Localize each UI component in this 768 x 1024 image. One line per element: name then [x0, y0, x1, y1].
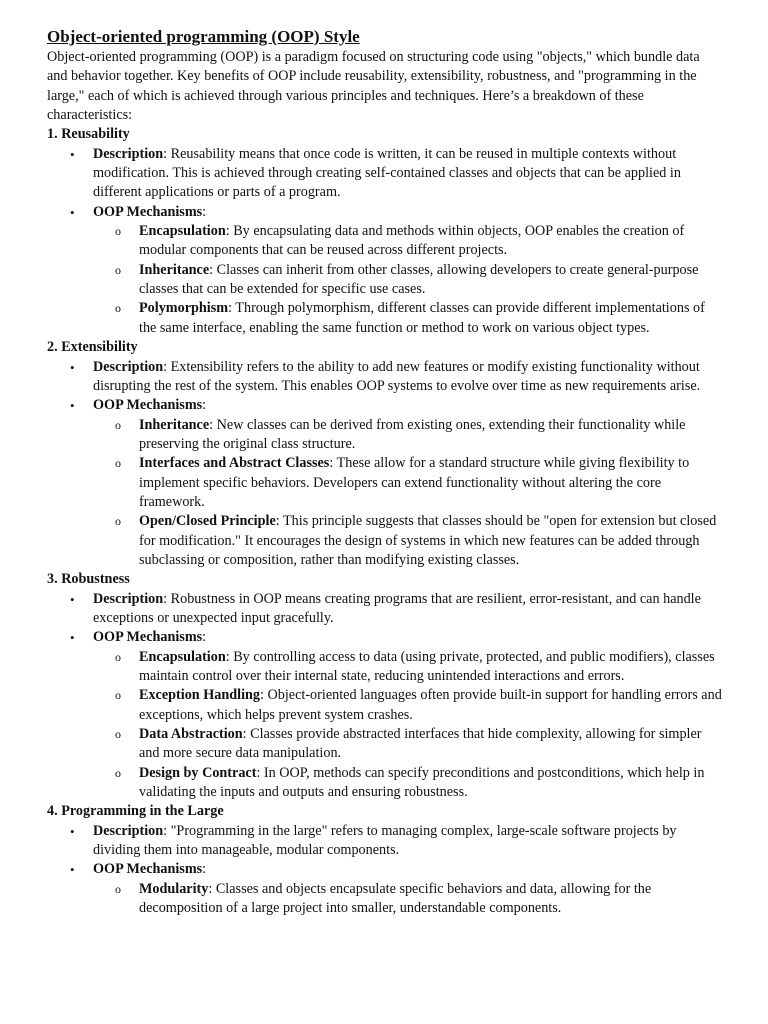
- description-label: Description: [93, 590, 164, 607]
- description-text: : Extensibility refers to the ability to add new features or modify existing functionality without disrupting the rest of the system. This enables OOP systems to evolve over time as new requirements arise.: [93, 358, 701, 394]
- description-label: Description: [93, 358, 164, 375]
- mechanism-item: [115, 686, 722, 725]
- circle-bullet-icon: o: [115, 649, 121, 664]
- bullet-icon: •: [70, 359, 75, 375]
- mechanism-text: : In OOP, methods can specify preconditions and postconditions, which help in validating the inputs and outputs and ensuring robustness.: [139, 764, 705, 801]
- mechanism-term: Design by Contract: [139, 764, 257, 781]
- description-text: : Reusability means that once code is written, it can be reused in multiple contexts without modification. This is achieved through creating self-contained classes and objects that can be applied in different applications or parts of a program.: [93, 145, 681, 201]
- sections-container: [47, 125, 722, 918]
- section-heading: 3. Robustness: [47, 571, 130, 588]
- section-heading: 1. Reusability: [47, 126, 130, 143]
- mechanism-term: Exception Handling: [139, 687, 261, 704]
- mechanisms-item: [70, 628, 722, 802]
- mechanism-item: [115, 880, 722, 919]
- section-bullet-list: [47, 145, 722, 338]
- mechanisms-colon: :: [202, 629, 207, 646]
- description-text: : "Programming in the large" refers to managing complex, large-scale software projects by dividing them into manageable, modular components.: [93, 822, 677, 859]
- intro-paragraph: Object-oriented programming (OOP) is a paradigm focused on structuring code using "objects," which bundle data and behavior together. Key benefits of OOP include reusability, extensibility, robustness, and "programming in the large," each of which is achieved through various principles and techniques. Here’s a breakdown of these characteristics:: [47, 49, 700, 124]
- bullet-icon: •: [70, 398, 75, 414]
- mechanisms-label: OOP Mechanisms: [93, 397, 203, 414]
- section-bullet-list: [47, 590, 722, 803]
- section-heading: 2. Extensibility: [47, 339, 138, 356]
- circle-bullet-icon: o: [115, 514, 121, 529]
- mechanism-text: : New classes can be derived from existing ones, extending their functionality while preserving the original class structure.: [139, 416, 686, 452]
- mechanism-term: Interfaces and Abstract Classes: [139, 455, 330, 472]
- mechanism-item: [115, 725, 722, 764]
- mechanism-text: : Classes and objects encapsulate specific behaviors and data, allowing for the decomposition of a large project into smaller, understandable components.: [139, 880, 652, 917]
- mechanism-item: [115, 512, 722, 570]
- circle-bullet-icon: o: [115, 727, 121, 742]
- mechanism-list: [93, 880, 722, 919]
- mechanism-text: : Classes can inherit from other classes, allowing developers to create general-purpose classes that can be extended for specific use cases.: [139, 261, 699, 298]
- bullet-icon: •: [70, 823, 75, 839]
- bullet-icon: •: [70, 204, 75, 220]
- mechanism-term: Data Abstraction: [139, 726, 243, 743]
- mechanisms-label: OOP Mechanisms: [93, 629, 203, 646]
- bullet-icon: •: [70, 146, 75, 162]
- section-bullet-list: [47, 822, 722, 919]
- mechanism-term: Open/Closed Principle: [139, 513, 276, 530]
- mechanisms-item: [70, 396, 722, 570]
- document-title: Object-oriented programming (OOP) Style: [47, 27, 360, 46]
- mechanism-term: Encapsulation: [139, 648, 226, 665]
- mechanism-text: : By encapsulating data and methods within objects, OOP enables the creation of modular components that can be reused across different projects.: [139, 223, 685, 259]
- mechanism-text: : This principle suggests that classes should be "open for extension but closed for modification." It encourages the design of systems in which new features can be added through subclassing or composition, rather than modifying existing classes.: [139, 513, 717, 568]
- bullet-icon: •: [70, 591, 75, 607]
- circle-bullet-icon: o: [115, 456, 121, 471]
- mechanism-item: [115, 764, 722, 803]
- description-text: : Robustness in OOP means creating programs that are resilient, error-resistant, and can handle exceptions or unexpected input gracefully.: [93, 590, 701, 626]
- section-heading: 4. Programming in the Large: [47, 803, 224, 820]
- mechanism-item: [115, 299, 722, 338]
- mechanism-item: [115, 454, 722, 512]
- mechanism-term: Inheritance: [139, 416, 210, 433]
- mechanism-term: Polymorphism: [139, 300, 229, 317]
- circle-bullet-icon: o: [115, 765, 121, 780]
- circle-bullet-icon: o: [115, 262, 121, 277]
- mechanism-text: : Classes provide abstracted interfaces that hide complexity, allowing for simpler and more secure data manipulation.: [139, 726, 702, 762]
- mechanism-list: [93, 416, 722, 571]
- mechanism-text: : Object-oriented languages often provide built-in support for handling errors and exceptions, which helps prevent system crashes.: [139, 687, 722, 723]
- mechanism-list: [93, 648, 722, 803]
- mechanisms-colon: :: [202, 397, 207, 414]
- circle-bullet-icon: o: [115, 881, 121, 896]
- mechanism-text: : By controlling access to data (using private, protected, and public modifiers), classes maintain control over their internal state, reducing unintended interactions and errors.: [139, 648, 715, 684]
- bullet-icon: •: [70, 862, 75, 878]
- mechanism-term: Inheritance: [139, 261, 210, 278]
- mechanism-text: : Through polymorphism, different classes can provide different implementations of the same interface, enabling the same function or method to work on various object types.: [139, 300, 705, 336]
- circle-bullet-icon: o: [115, 301, 121, 316]
- description-label: Description: [93, 822, 164, 839]
- mechanisms-label: OOP Mechanisms: [93, 861, 203, 878]
- mechanisms-label: OOP Mechanisms: [93, 203, 203, 220]
- mechanism-item: [115, 261, 722, 300]
- description-item: [70, 358, 722, 397]
- mechanisms-item: [70, 203, 722, 338]
- mechanism-list: [93, 222, 722, 338]
- bullet-icon: •: [70, 630, 75, 646]
- mechanisms-colon: :: [202, 203, 207, 220]
- mechanisms-item: [70, 860, 722, 918]
- mechanism-item: [115, 222, 722, 261]
- circle-bullet-icon: o: [115, 417, 121, 432]
- mechanism-item: [115, 648, 722, 687]
- mechanism-text: : These allow for a standard structure while giving flexibility to implement specific behaviors. Developers can extend functionality without altering the core framework.: [139, 455, 690, 510]
- description-label: Description: [93, 145, 164, 162]
- circle-bullet-icon: o: [115, 224, 121, 239]
- description-item: [70, 145, 722, 203]
- section-bullet-list: [47, 358, 722, 571]
- description-item: [70, 822, 722, 861]
- mechanism-term: Encapsulation: [139, 223, 226, 240]
- mechanisms-colon: :: [202, 861, 207, 878]
- mechanism-term: Modularity: [139, 880, 209, 897]
- description-item: [70, 590, 722, 629]
- circle-bullet-icon: o: [115, 688, 121, 703]
- mechanism-item: [115, 416, 722, 455]
